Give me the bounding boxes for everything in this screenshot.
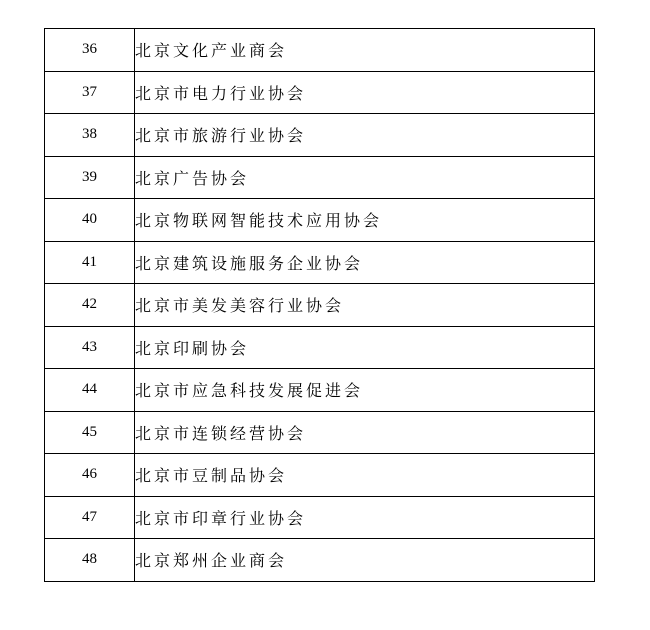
table-row — [45, 29, 595, 72]
row-number: 47 — [45, 496, 135, 539]
organization-name: 北京市连锁经营协会 — [135, 411, 595, 454]
table-row — [45, 156, 595, 199]
row-number: 43 — [45, 326, 135, 369]
row-number: 42 — [45, 284, 135, 327]
organization-name: 北京市美发美容行业协会 — [135, 284, 595, 327]
row-number: 48 — [45, 539, 135, 582]
organization-name: 北京印刷协会 — [135, 326, 595, 369]
row-number: 40 — [45, 199, 135, 242]
row-number: 41 — [45, 241, 135, 284]
organization-name: 北京物联网智能技术应用协会 — [135, 199, 595, 242]
row-number: 46 — [45, 454, 135, 497]
organization-name: 北京市旅游行业协会 — [135, 114, 595, 157]
table-row — [45, 199, 595, 242]
row-number: 39 — [45, 156, 135, 199]
document-page — [44, 28, 595, 582]
table-row — [45, 411, 595, 454]
table-row — [45, 326, 595, 369]
table-row — [45, 241, 595, 284]
organization-name: 北京广告协会 — [135, 156, 595, 199]
organization-name: 北京市应急科技发展促进会 — [135, 369, 595, 412]
table-row — [45, 454, 595, 497]
organization-name: 北京建筑设施服务企业协会 — [135, 241, 595, 284]
organization-table — [44, 28, 595, 582]
row-number: 37 — [45, 71, 135, 114]
organization-name: 北京市印章行业协会 — [135, 496, 595, 539]
table-row — [45, 284, 595, 327]
table-row — [45, 496, 595, 539]
table-row — [45, 71, 595, 114]
table-row — [45, 539, 595, 582]
table-row — [45, 114, 595, 157]
table-body — [45, 29, 595, 582]
row-number: 38 — [45, 114, 135, 157]
row-number: 44 — [45, 369, 135, 412]
organization-name: 北京市电力行业协会 — [135, 71, 595, 114]
table-row — [45, 369, 595, 412]
row-number: 45 — [45, 411, 135, 454]
organization-name: 北京郑州企业商会 — [135, 539, 595, 582]
organization-name: 北京市豆制品协会 — [135, 454, 595, 497]
row-number: 36 — [45, 29, 135, 72]
organization-name: 北京文化产业商会 — [135, 29, 595, 72]
